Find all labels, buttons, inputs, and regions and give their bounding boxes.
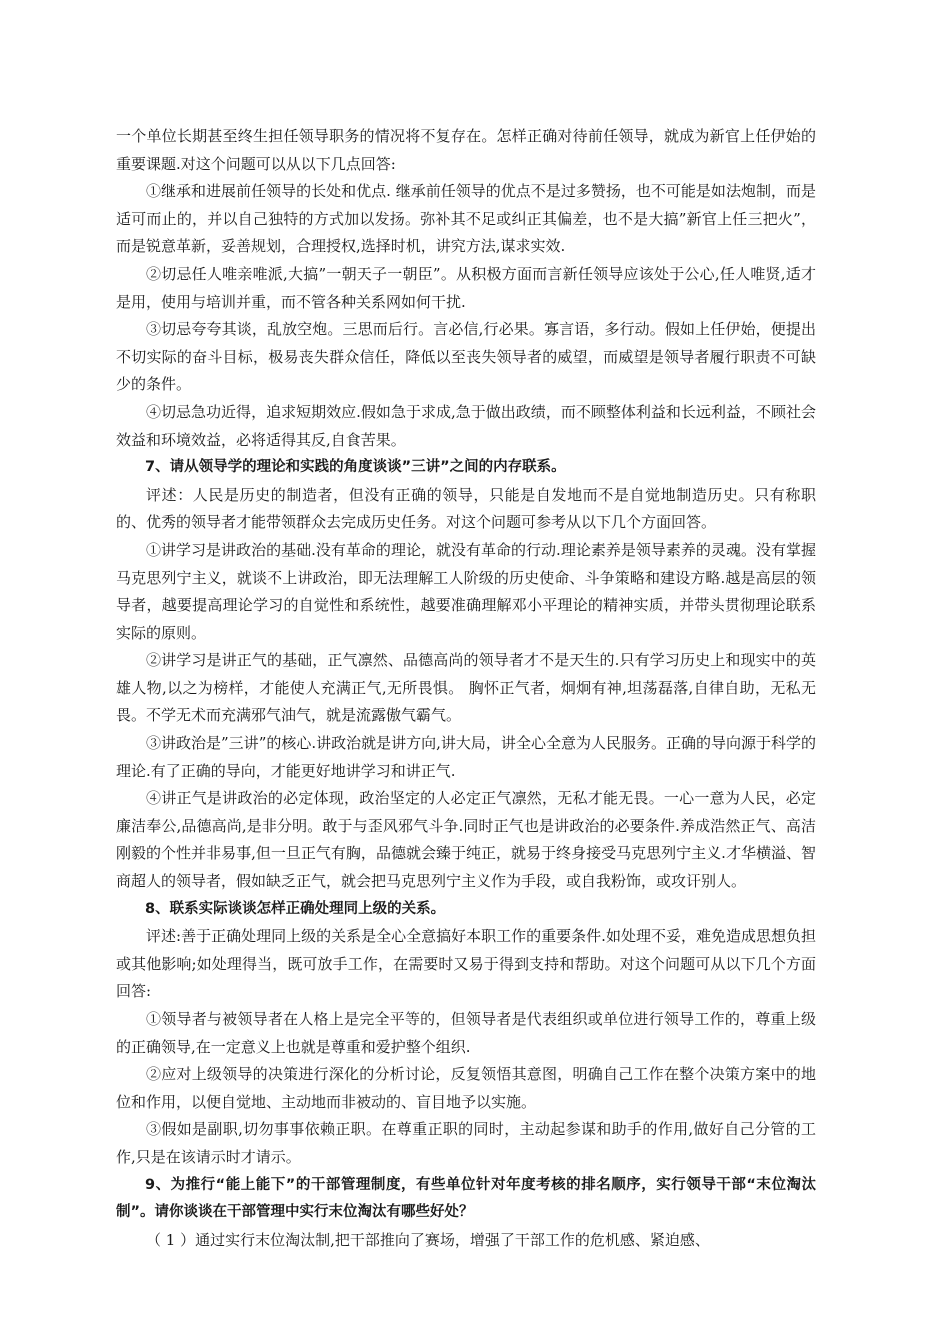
paragraph: 评述：人民是历史的制造者，但没有正确的领导，只能是自发地而不是自觉地制造历史。只有称职的、优秀的领导者才能带领群众去完成历史任务。对这个问题可参考从以下几个方面回答。	[116, 485, 816, 532]
paragraph: ②讲学习是讲正气的基础，正气凛然、品德高尚的领导者才不是天生的.只有学习历史上和现实中的英雄人物,以之为榜样，才能使人充满正气,无所畏惧。 胸怀正气者，炯炯有神,坦荡磊落,自律自助，无私无畏。不学无术而充满邪气油气，就是流露傲气霸气。	[116, 651, 816, 725]
document-page	[116, 123, 816, 1254]
paragraph: 一个单位长期甚至终生担任领导职务的情况将不复存在。怎样正确对待前任领导，就成为新官上任伊始的重要课题.对这个问题可以从以下几点回答:	[116, 127, 816, 173]
question-heading: 8、联系实际谈谈怎样正确处理同上级的关系。	[145, 900, 446, 917]
question-heading: 7、请从领导学的理论和实践的角度谈谈”三讲”之间的内存联系。	[145, 459, 566, 476]
paragraph: ①继承和进展前任领导的长处和优点. 继承前任领导的优点不是过多赞扬，也不可能是如法炮制，而是适可而止的，并以自己独特的方式加以发扬。弥补其不足或纠正其偏差，也不是大搞”新官上任三把火”，而是锐意革新，妥善规划，合理授权,选择时机，讲究方法,谋求实效.	[116, 182, 816, 256]
paragraph: ④讲正气是讲政治的必定体现，政治坚定的人必定正气凛然，无私才能无畏。一心一意为人民，必定廉洁奉公,品德高尚,是非分明。敢于与歪风邪气斗争.同时正气也是讲政治的必要条件.养成浩然正气、高洁刚毅的个性并非易事,但一旦正气有胸，品德就会臻于纯正，就易于终身接受马克思列宁主义.才华横溢、智商超人的领导者，假如缺乏正气，就会把马克思列宁主义作为手段，或自我粉饰，或攻讦别人。	[116, 789, 816, 891]
paragraph: ③切忌夸夸其谈，乱放空炮。三思而后行。言必信,行必果。寡言语，多行动。假如上任伊始，便提出不切实际的奋斗目标，极易丧失群众信任，降低以至丧失领导者的威望，而威望是领导者履行职责不可缺少的条件。	[116, 320, 816, 394]
paragraph: （ 1 ）通过实行末位淘汰制,把干部推向了赛场，增强了干部工作的危机感、紧迫感、	[146, 1230, 710, 1249]
paragraph: ①领导者与被领导者在人格上是完全平等的，但领导者是代表组织或单位进行领导工作的，尊重上级的正确领导,在一定意义上也就是尊重和爱护整个组织.	[116, 1010, 816, 1056]
paragraph: ④切忌急功近得，追求短期效应.假如急于求成,急于做出政绩，而不顾整体利益和长远利益，不顾社会效益和环境效益，必将适得其反,自食苦果。	[116, 402, 816, 449]
paragraph: ③假如是副职,切勿事事依赖正职。在尊重正职的同时，主动起参谋和助手的作用,做好自己分管的工作,只是在该请示时才请示。	[116, 1120, 816, 1166]
paragraph: ②应对上级领导的决策进行深化的分析讨论，反复领悟其意图，明确自己工作在整个决策方案中的地位和作用，以便自觉地、主动地而非被动的、盲目地予以实施。	[116, 1065, 816, 1111]
paragraph: ③讲政治是”三讲”的核心.讲政治就是讲方向,讲大局，讲全心全意为人民服务。正确的导向源于科学的理论.有了正确的导向，才能更好地讲学习和讲正气.	[116, 734, 816, 780]
paragraph: 评述:善于正确处理同上级的关系是全心全意搞好本职工作的重要条件.如处理不妥，难免造成思想负担或其他影响;如处理得当，既可放手工作，在需要时又易于得到支持和帮助。对这个问题可从以下几个方面回答:	[116, 927, 816, 1001]
paragraph: ②切忌任人唯亲唯派,大搞”一朝天子一朝臣”。从积极方面而言新任领导应该处于公心,任人唯贤,适才是用，使用与培训并重，而不管各种关系网如何干扰.	[116, 264, 816, 311]
paragraph: ①讲学习是讲政治的基础.没有革命的理论，就没有革命的行动.理论素养是领导素养的灵魂。没有掌握马克思列宁主义，就谈不上讲政治，即无法理解工人阶级的历史使命、斗争策略和建设方略.越是高层的领导者，越要提高理论学习的自觉性和系统性，越要准确理解邓小平理论的精神实质，并带头贯彻理论联系实际的原则。	[116, 540, 816, 642]
question-heading: 9、为推行“能上能下”的干部管理制度，有些单位针对年度考核的排名顺序，实行领导干部“末位淘汰制”。请你谈谈在干部管理中实行末位淘汰有哪些好处？	[116, 1176, 816, 1221]
